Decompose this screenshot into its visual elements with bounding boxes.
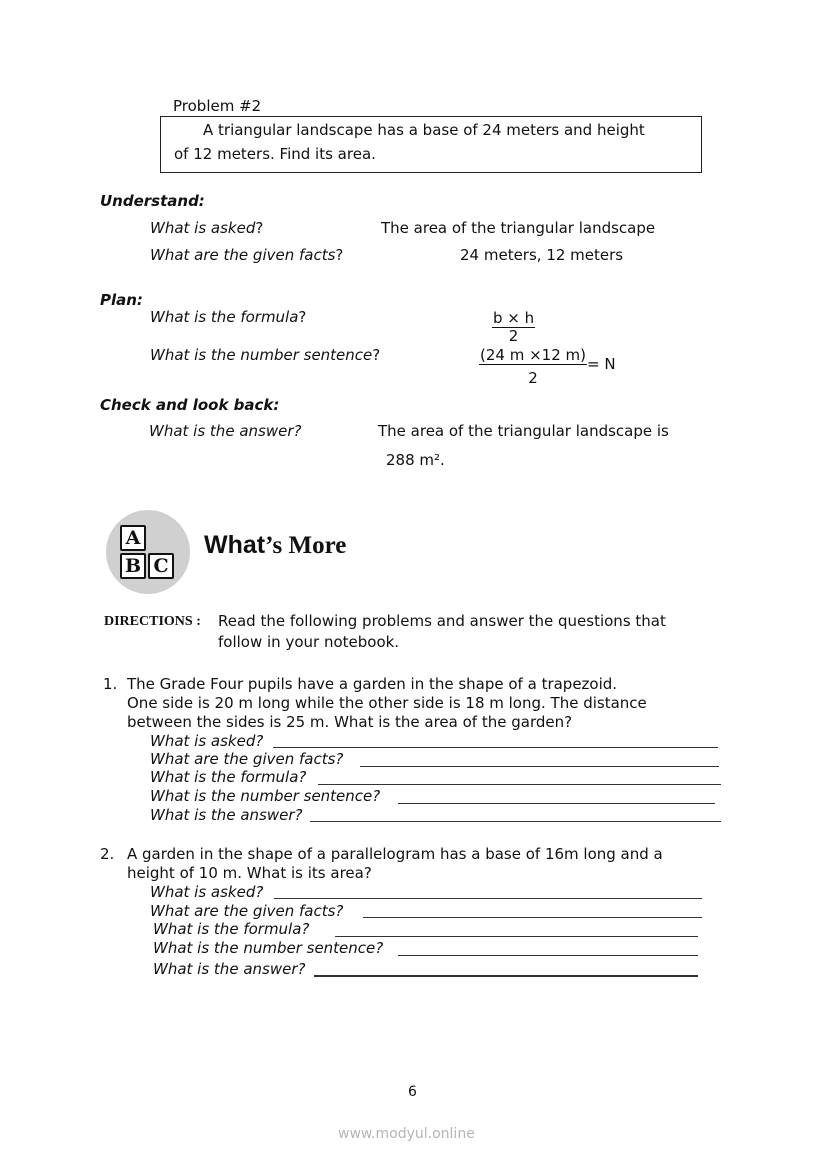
- check-heading: Check and look back:: [100, 396, 280, 414]
- question-mark: ?: [255, 219, 264, 237]
- given-facts-label: What are the given facts: [150, 246, 336, 264]
- abc-blocks-icon: [106, 510, 190, 594]
- what-is-asked-label: What is asked: [150, 219, 256, 237]
- prompt-formula: What is the formula?: [150, 768, 307, 786]
- block-c: C: [148, 553, 174, 579]
- exercise-text-line: A garden in the shape of a parallelogram has a base of 16m long and a: [127, 845, 663, 863]
- exercise-text-line: The Grade Four pupils have a garden in the shape of a trapezoid.: [127, 675, 618, 693]
- number-sentence-question: [150, 346, 380, 364]
- plan-heading: Plan:: [100, 291, 143, 309]
- exercise-number: 2.: [100, 845, 115, 863]
- answer-blank[interactable]: [314, 975, 698, 977]
- number-sentence-numerator: (24 m ×12 m): [480, 346, 586, 364]
- answer-blank[interactable]: [274, 898, 702, 899]
- prompt-given-facts: What are the given facts?: [150, 750, 344, 768]
- given-facts-answer: 24 meters, 12 meters: [460, 246, 624, 264]
- block-a: A: [120, 525, 146, 551]
- block-b: B: [120, 553, 146, 579]
- problem-text-line1: A triangular landscape has a base of 24 meters and height: [203, 121, 645, 139]
- exercise-text-line: between the sides is 25 m. What is the area of the garden?: [127, 713, 573, 731]
- footer-url[interactable]: www.modyul.online: [338, 1126, 475, 1142]
- formula-fraction: [492, 309, 535, 345]
- directions-line2: follow in your notebook.: [218, 633, 400, 651]
- answer-question: What is the answer?: [149, 422, 302, 440]
- exercise-text-line: height of 10 m. What is its area?: [127, 864, 372, 882]
- formula-label: What is the formula: [150, 308, 299, 326]
- what-is-asked-answer: The area of the triangular landscape: [381, 219, 656, 237]
- number-sentence-denominator: 2: [528, 369, 538, 387]
- number-sentence-equals: = N: [587, 355, 616, 373]
- answer-blank[interactable]: [318, 784, 721, 785]
- answer-blank[interactable]: [310, 821, 721, 822]
- answer-blank[interactable]: [360, 766, 719, 767]
- prompt-given-facts: What are the given facts?: [150, 902, 344, 920]
- number-sentence-fraction: [479, 346, 587, 387]
- question-mark: ?: [298, 308, 307, 326]
- section-heading: [204, 530, 346, 560]
- directions-label: DIRECTIONS :: [104, 614, 201, 629]
- answer-text-line2: 288 m².: [386, 451, 445, 469]
- prompt-answer: What is the answer?: [153, 960, 306, 978]
- answer-blank[interactable]: [398, 955, 698, 956]
- prompt-number-sentence: What is the number sentence?: [150, 787, 381, 805]
- directions-line1: Read the following problems and answer the questions that: [218, 612, 666, 630]
- formula-denominator: 2: [508, 327, 519, 345]
- prompt-answer: What is the answer?: [150, 806, 303, 824]
- prompt-formula: What is the formula?: [153, 920, 310, 938]
- formula-numerator: b × h: [493, 309, 535, 327]
- formula-question: [150, 308, 306, 326]
- page-number: 6: [408, 1084, 417, 1100]
- question-mark: ?: [372, 346, 381, 364]
- given-facts-question: [150, 246, 343, 264]
- problem-text-line2: of 12 meters. Find its area.: [174, 145, 376, 163]
- prompt-number-sentence: What is the number sentence?: [153, 939, 384, 957]
- question-mark: ?: [335, 246, 344, 264]
- what-is-asked-question: [150, 219, 263, 237]
- answer-blank[interactable]: [335, 936, 698, 937]
- answer-blank[interactable]: [273, 747, 718, 748]
- prompt-what-is-asked: What is asked?: [150, 732, 264, 750]
- exercise-text-line: One side is 20 m long while the other side is 18 m long. The distance: [127, 694, 647, 712]
- prompt-what-is-asked: What is asked?: [150, 883, 264, 901]
- answer-text-line1: The area of the triangular landscape is: [378, 422, 669, 440]
- exercise-number: 1.: [103, 675, 118, 693]
- answer-blank[interactable]: [363, 917, 702, 918]
- answer-blank[interactable]: [398, 803, 715, 804]
- understand-heading: Understand:: [100, 192, 205, 210]
- heading-part1: What: [204, 531, 266, 559]
- problem-title: Problem #2: [173, 97, 262, 115]
- heading-part2: ’s More: [265, 532, 347, 559]
- number-sentence-label: What is the number sentence: [150, 346, 373, 364]
